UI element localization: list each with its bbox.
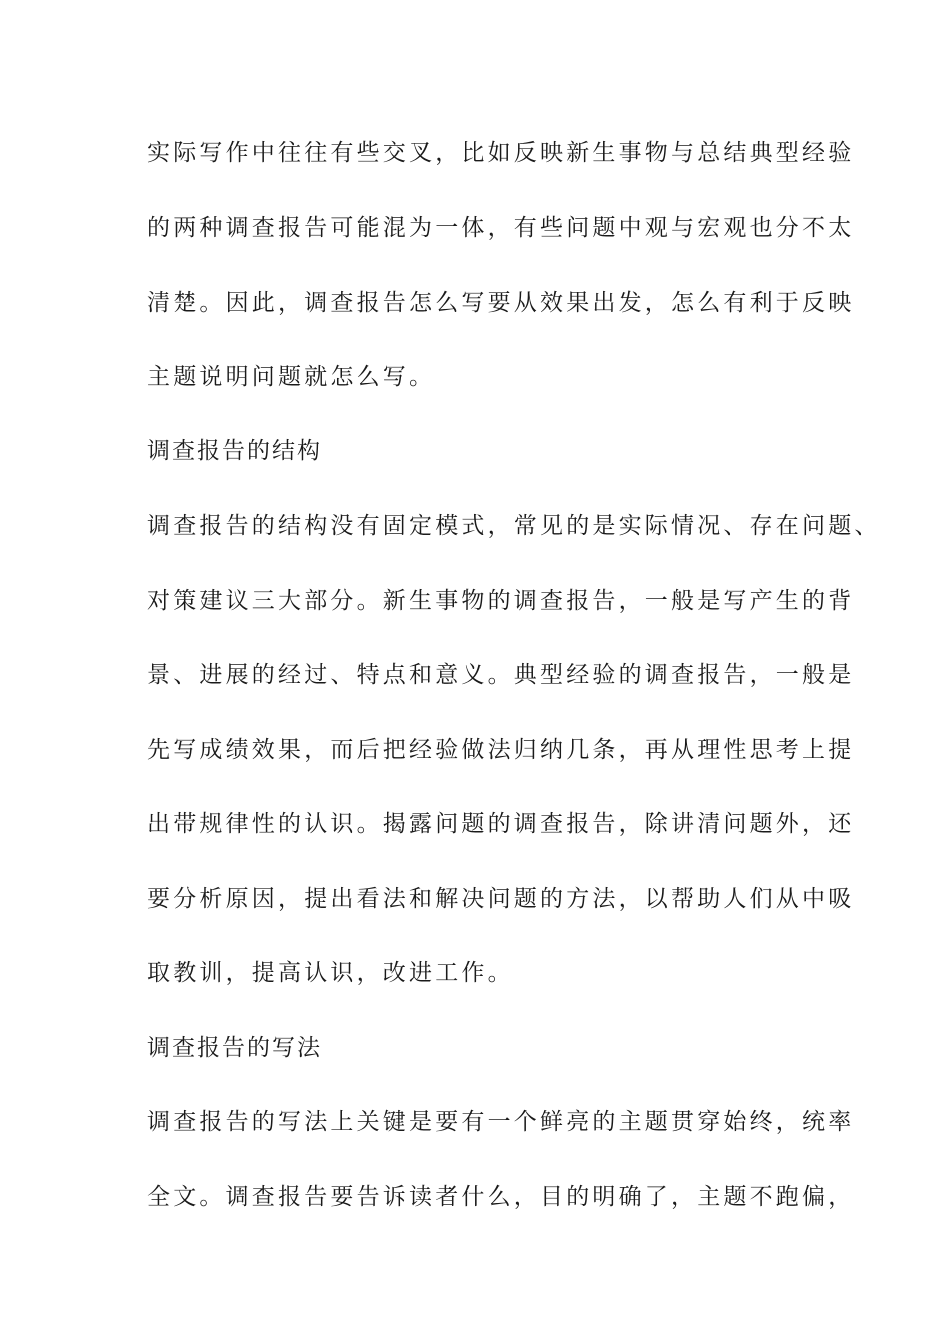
paragraph-line: 景、进展的经过、特点和意义。典型经验的调查报告，一般是 [147,662,855,688]
paragraph-line: 主题说明问题就怎么写。 [147,364,436,390]
paragraph-line: 要分析原因，提出看法和解决问题的方法，以帮助人们从中吸 [147,886,855,912]
paragraph-line: 的两种调查报告可能混为一体，有些问题中观与宏观也分不太 [147,215,855,241]
paragraph-line: 取教训，提高认识，改进工作。 [147,960,514,986]
paragraph-line: 对策建议三大部分。新生事物的调查报告，一般是写产生的背 [147,588,855,614]
section-heading: 调查报告的写法 [147,1035,322,1061]
paragraph-line: 清楚。因此，调查报告怎么写要从效果出发，怎么有利于反映 [147,290,855,316]
paragraph-line: 调查报告的结构没有固定模式，常见的是实际情况、存在问题、 [147,513,881,539]
paragraph-line: 全文。调查报告要告诉读者什么，目的明确了，主题不跑偏， [147,1184,855,1210]
paragraph-line: 出带规律性的认识。揭露问题的调查报告，除讲清问题外，还 [147,811,855,837]
paragraph-line: 调查报告的写法上关键是要有一个鲜亮的主题贯穿始终，统率 [147,1109,855,1135]
section-heading: 调查报告的结构 [147,438,322,464]
paragraph-line: 先写成绩效果，而后把经验做法归纳几条，再从理性思考上提 [147,737,855,763]
paragraph-line: 实际写作中往往有些交叉，比如反映新生事物与总结典型经验 [147,140,855,166]
